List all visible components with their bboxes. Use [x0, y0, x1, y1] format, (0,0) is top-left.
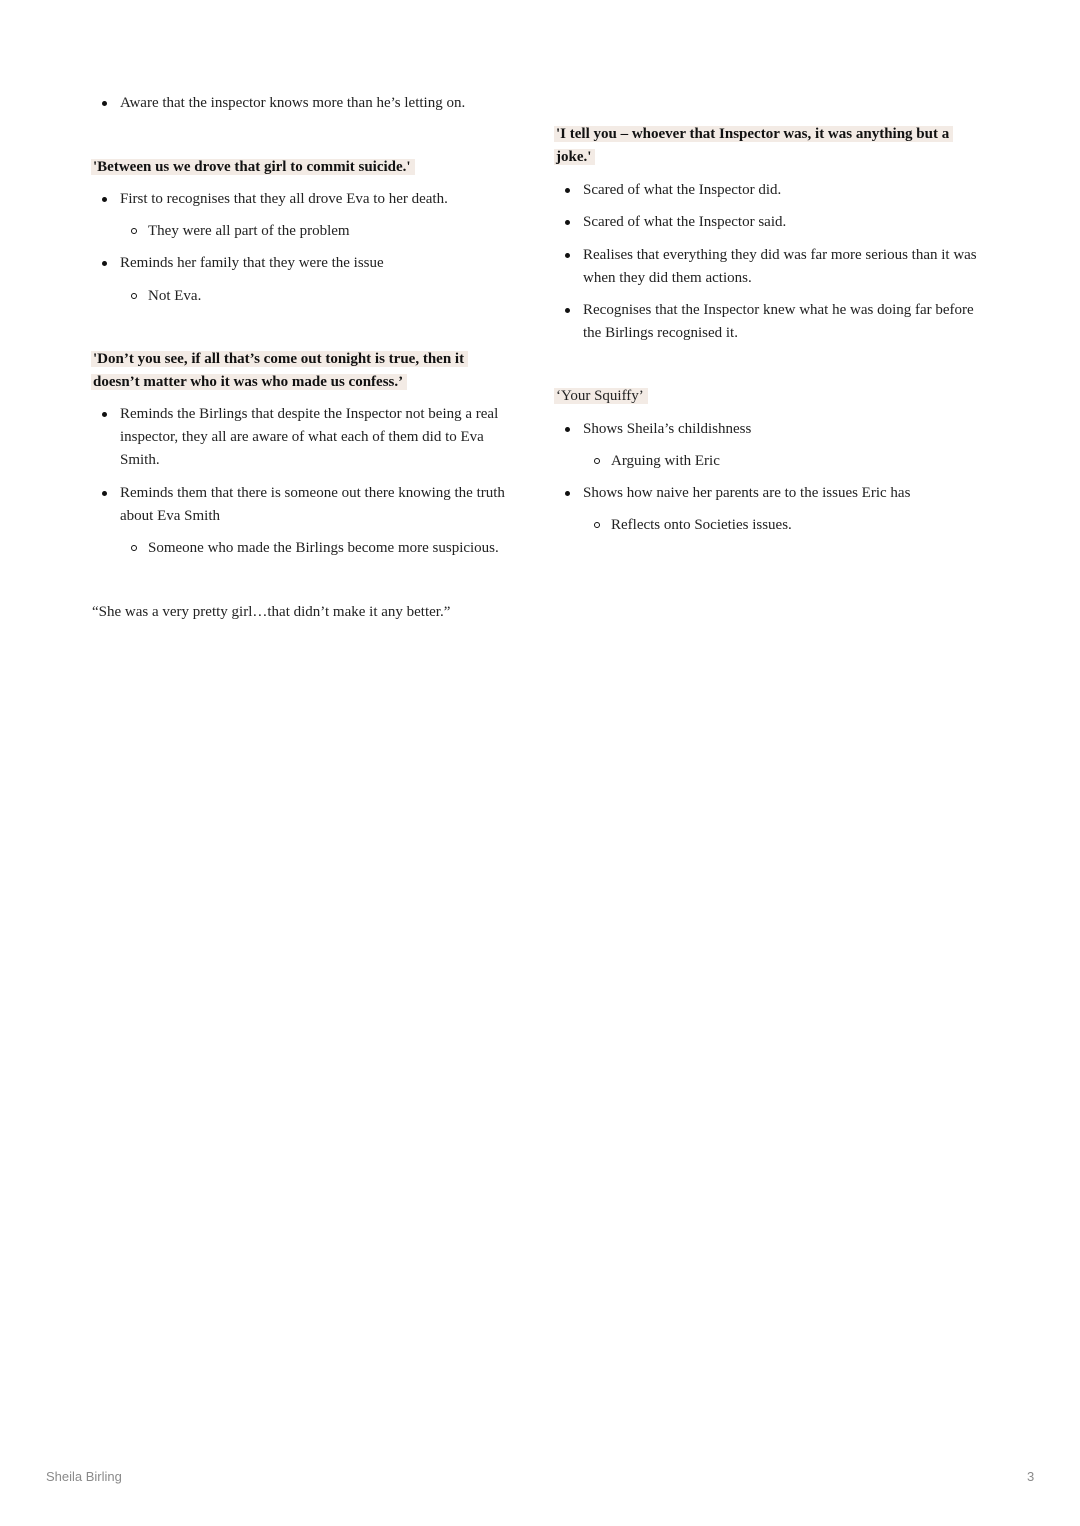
list-item-text-line: Realises that everything they did was far more serious than it was [583, 247, 977, 263]
list-item-text-line: inspector, they all are aware of what each of them did to Eva [120, 429, 484, 445]
list-item-text: Not Eva. [148, 288, 202, 304]
bullet-circle-icon [131, 545, 137, 551]
list-item-text: Shows Sheila’s childishness [583, 421, 752, 437]
list-item [583, 179, 781, 202]
bullet-dot-icon [102, 101, 107, 106]
sub-list-item [611, 514, 792, 537]
list-item [120, 188, 448, 211]
list-item [120, 482, 530, 528]
list-item-text: Arguing with Eric [611, 453, 720, 469]
quote-heading-continued [554, 146, 595, 169]
quote-heading [92, 601, 450, 624]
quote-heading [554, 385, 648, 408]
list-item-text: First to recognises that they all drove Eva to her death. [120, 191, 448, 207]
list-item-text-line: when they did them actions. [583, 270, 752, 286]
list-item [583, 299, 1053, 345]
quote-text: ‘Your Squiffy’ [554, 388, 648, 404]
quote-text-line: joke.' [554, 149, 595, 165]
quote-text: 'Between us we drove that girl to commit suicide.' [91, 159, 415, 175]
bullet-dot-icon [102, 261, 107, 266]
bullet-circle-icon [594, 458, 600, 464]
quote-heading [91, 156, 415, 179]
list-item-text: Reflects onto Societies issues. [611, 517, 792, 533]
list-item [120, 92, 465, 115]
list-item-text: Shows how naive her parents are to the issues Eric has [583, 485, 911, 501]
list-item-text-line: the Birlings recognised it. [583, 325, 738, 341]
list-item-text: They were all part of the problem [148, 223, 350, 239]
list-item [583, 211, 786, 234]
bullet-dot-icon [565, 188, 570, 193]
list-item [120, 403, 530, 472]
quote-heading [91, 348, 468, 371]
list-item-text-line: about Eva Smith [120, 508, 220, 524]
bullet-dot-icon [102, 412, 107, 417]
bullet-circle-icon [594, 522, 600, 528]
quote-heading [554, 123, 953, 146]
list-item-text: Scared of what the Inspector did. [583, 182, 782, 198]
list-item-text-line: Reminds the Birlings that despite the Inspector not being a real [120, 406, 499, 422]
list-item [583, 244, 1053, 290]
sub-list-item [148, 220, 350, 243]
bullet-circle-icon [131, 293, 137, 299]
list-item-text-line: Recognises that the Inspector knew what he was doing far before [583, 302, 974, 318]
list-item-text: Reminds her family that they were the issue [120, 255, 384, 271]
bullet-dot-icon [565, 253, 570, 258]
bullet-circle-icon [131, 228, 137, 234]
quote-text: “She was a very pretty girl…that didn’t make it any better.” [92, 604, 451, 620]
bullet-dot-icon [565, 427, 570, 432]
quote-heading-continued [91, 371, 407, 394]
sub-list-item [148, 285, 201, 308]
footer-document-title: Sheila Birling [46, 1469, 122, 1484]
bullet-dot-icon [102, 491, 107, 496]
list-item-text-line: Smith. [120, 452, 160, 468]
list-item [583, 482, 910, 505]
quote-text-line: 'Don’t you see, if all that’s come out tonight is true, then it [91, 351, 468, 367]
bullet-dot-icon [565, 220, 570, 225]
quote-text-line: 'I tell you – whoever that Inspector was, it was anything but a [554, 126, 953, 142]
quote-text-line: doesn’t matter who it was who made us confess.’ [91, 374, 407, 390]
bullet-dot-icon [565, 491, 570, 496]
list-item-text: Someone who made the Birlings become more suspicious. [148, 540, 499, 556]
bullet-dot-icon [102, 197, 107, 202]
sub-list-item [611, 450, 720, 473]
list-item [583, 418, 751, 441]
sub-list-item [148, 537, 499, 560]
list-item-text-line: Reminds them that there is someone out there knowing the truth [120, 485, 505, 501]
list-item-text: Aware that the inspector knows more than he’s letting on. [120, 95, 466, 111]
bullet-dot-icon [565, 308, 570, 313]
list-item [120, 252, 384, 275]
list-item-text: Scared of what the Inspector said. [583, 214, 787, 230]
footer-page-number: 3 [1027, 1469, 1035, 1484]
